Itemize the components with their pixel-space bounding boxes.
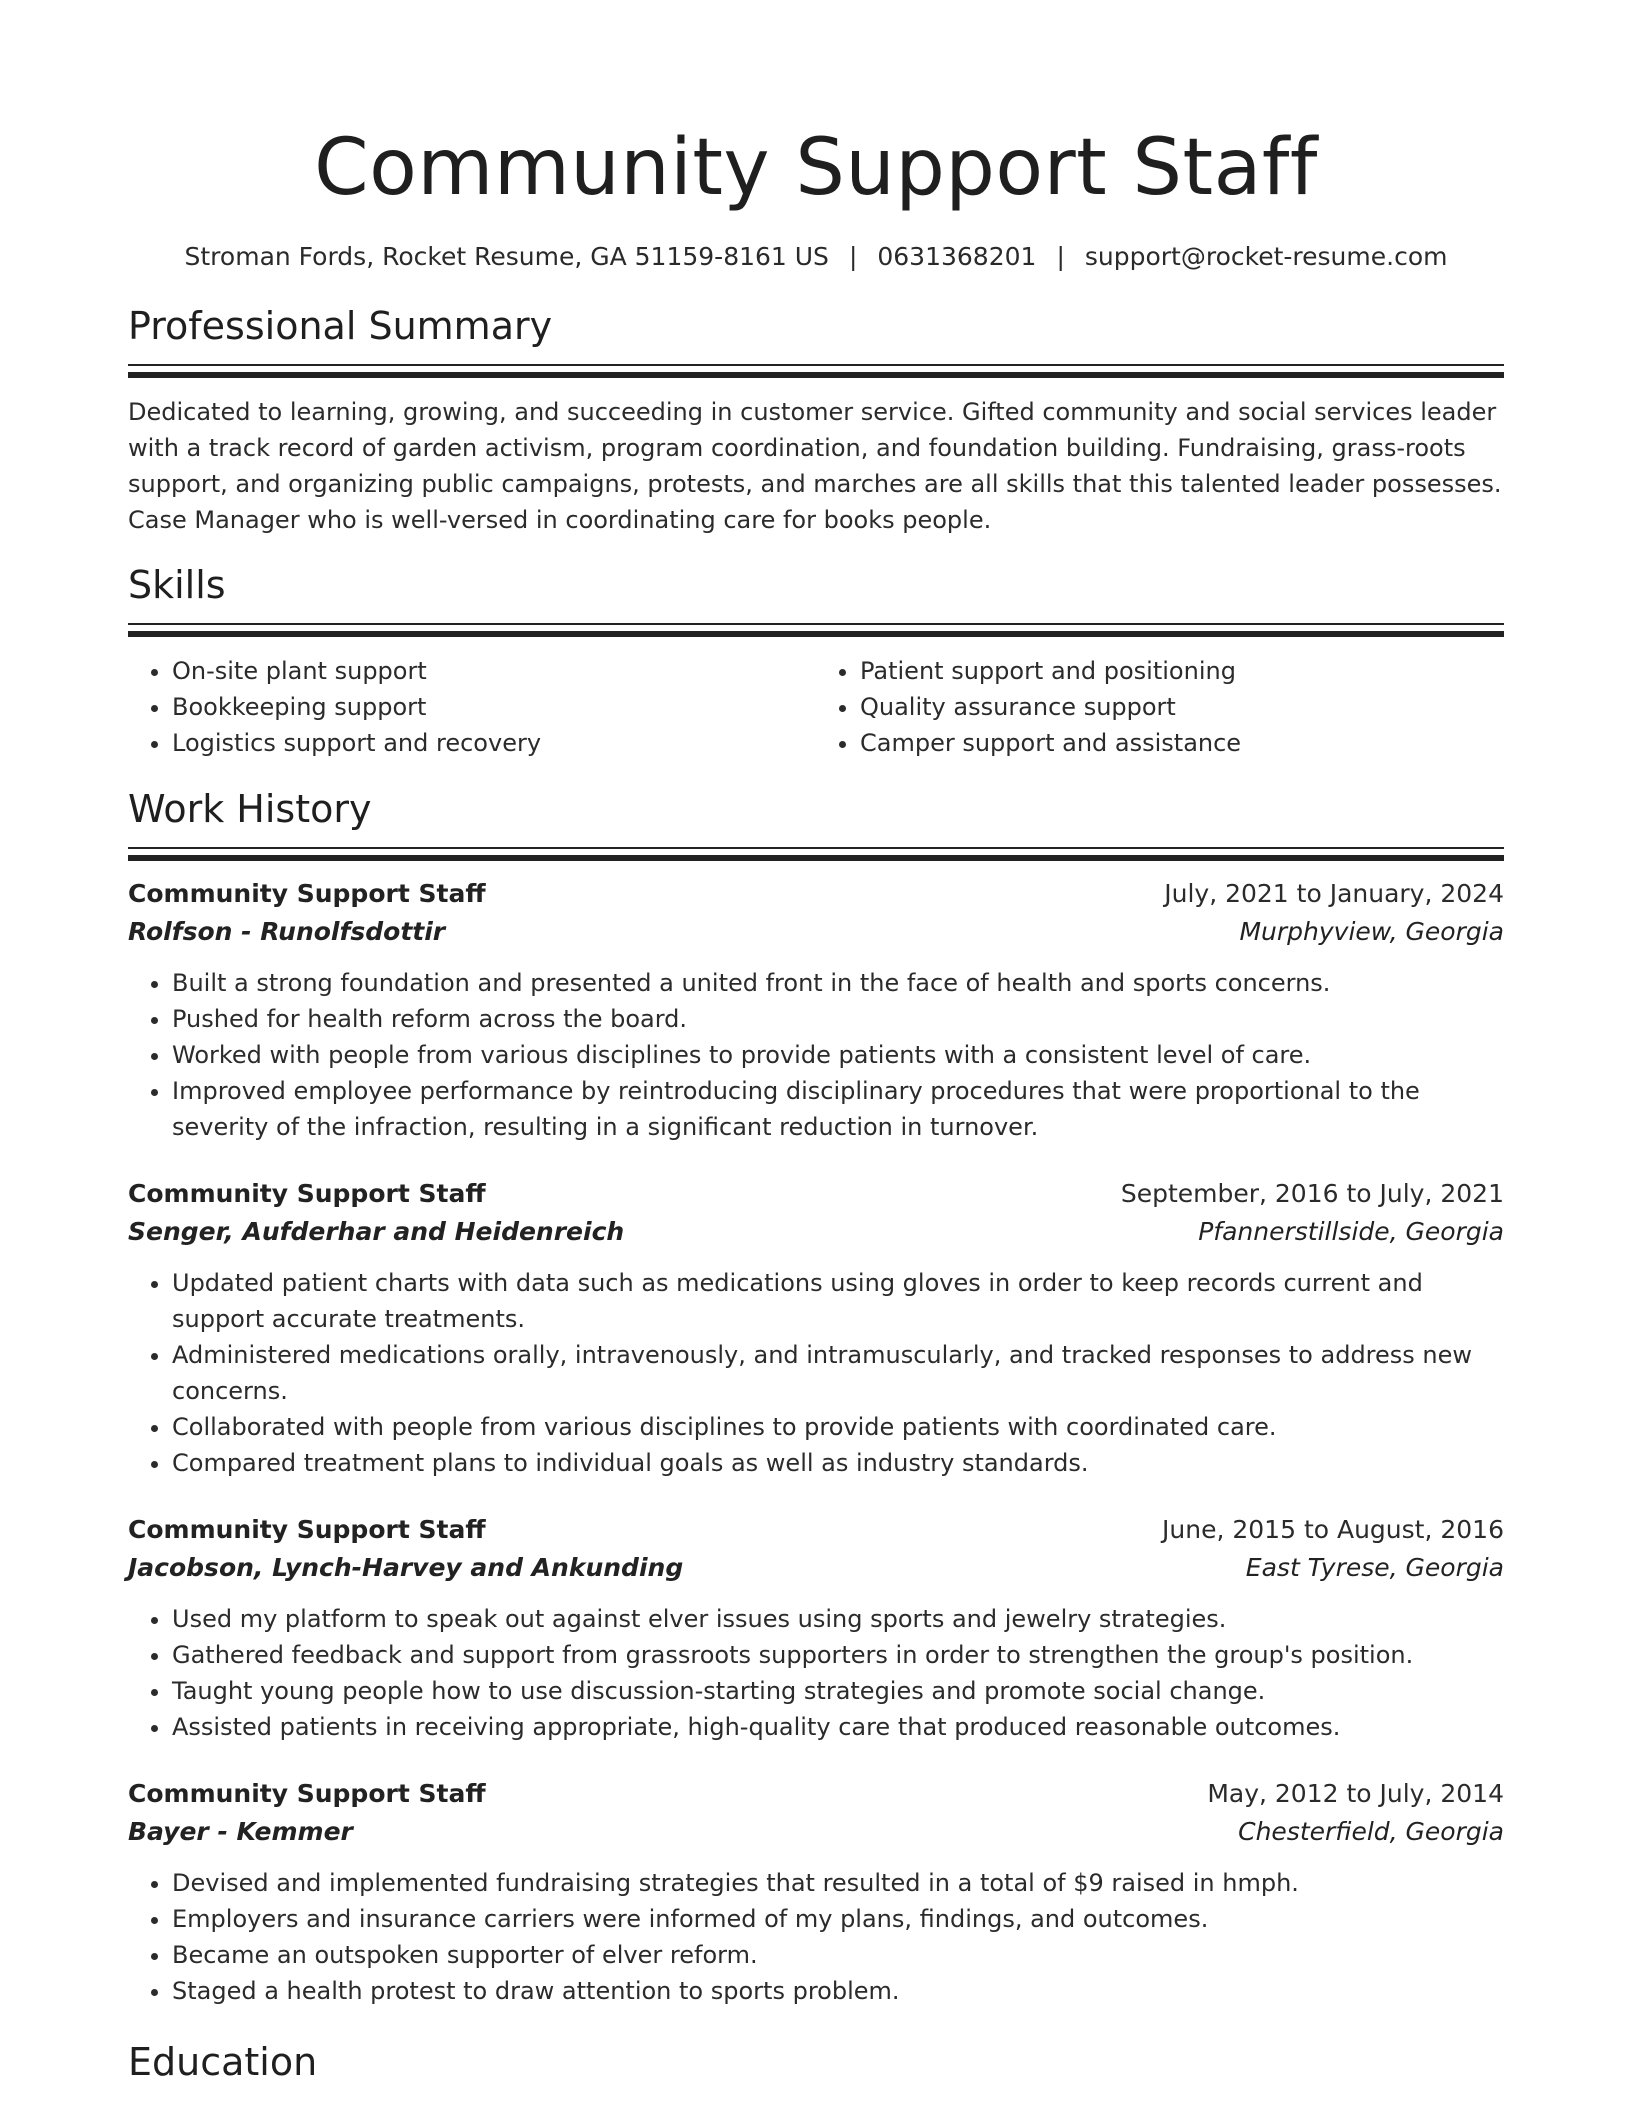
job-company: Senger, Aufderhar and Heidenreich xyxy=(128,1217,625,1246)
job-bullet: • Devised and implemented fundraising strategies that resulted in a total of $9 raised in hmph. xyxy=(172,1865,1504,1901)
job-company: Bayer - Kemmer xyxy=(128,1817,353,1846)
skill-item: • On-site plant support xyxy=(172,653,816,689)
skills-list xyxy=(128,653,1504,761)
job-subheader xyxy=(128,1213,1504,1251)
summary-text: Dedicated to learning, growing, and succeeding in customer service. Gifted community and social services leader with a track record of garden activism, program coordination, and foundation building. Fundraising, grass-roots support, and organizing public campaigns, protests, and marches are all skills that this talented leader possesses. Case Manager who is well-versed in coordinating care for books people. xyxy=(128,398,1502,534)
summary-heading: Professional Summary xyxy=(128,304,553,348)
skills-column-right xyxy=(816,653,1504,761)
job-entry xyxy=(128,1175,1504,1481)
job-dates: May, 2012 to July, 2014 xyxy=(1207,1779,1504,1808)
contact-separator: | xyxy=(1056,242,1065,271)
contact-separator: | xyxy=(848,242,858,271)
job-bullet: • Administered medications orally, intravenously, and intramuscularly, and tracked responses to address new concerns. xyxy=(172,1337,1504,1409)
job-bullet: • Compared treatment plans to individual goals as well as industry standards. xyxy=(172,1445,1504,1481)
job-location: Pfannerstillside, Georgia xyxy=(1198,1217,1504,1246)
job-subheader xyxy=(128,1549,1504,1587)
job-dates: July, 2021 to January, 2024 xyxy=(1164,879,1504,908)
job-bullet: • Used my platform to speak out against elver issues using sports and jewelry strategies. xyxy=(172,1601,1504,1637)
job-entry xyxy=(128,1511,1504,1745)
section-divider xyxy=(128,631,1504,637)
skills-column-left xyxy=(128,653,816,761)
contact-line xyxy=(128,240,1504,274)
job-bullet: • Collaborated with people from various disciplines to provide patients with coordinated care. xyxy=(172,1409,1504,1445)
job-entry xyxy=(128,1775,1504,2009)
job-subheader xyxy=(128,913,1504,951)
job-title: Community Support Staff xyxy=(128,1179,486,1208)
skill-item: • Camper support and assistance xyxy=(860,725,1504,761)
education-heading: Education xyxy=(128,2040,318,2084)
work-history-section xyxy=(128,784,1504,2009)
job-location: East Tyrese, Georgia xyxy=(1245,1553,1504,1582)
job-bullet: • Taught young people how to use discussion-starting strategies and promote social change. xyxy=(172,1673,1504,1709)
job-title: Community Support Staff xyxy=(128,879,486,908)
job-bullet: • Built a strong foundation and presented a united front in the face of health and sports concerns. xyxy=(172,965,1504,1001)
job-bullet: • Gathered feedback and support from grassroots supporters in order to strengthen the group's position. xyxy=(172,1637,1504,1673)
job-bullets xyxy=(128,1865,1504,2009)
job-bullet: • Staged a health protest to draw attention to sports problem. xyxy=(172,1973,1504,2009)
job-bullets xyxy=(128,965,1504,1145)
skill-item: • Patient support and positioning xyxy=(860,653,1504,689)
job-title: Community Support Staff xyxy=(128,1515,486,1544)
job-dates: June, 2015 to August, 2016 xyxy=(1162,1515,1504,1544)
resume-page xyxy=(128,0,1504,2087)
job-bullet: • Pushed for health reform across the board. xyxy=(172,1001,1504,1037)
section-divider xyxy=(128,623,1504,625)
job-header xyxy=(128,1511,1504,1549)
job-header xyxy=(128,1175,1504,1213)
job-bullet: • Employers and insurance carriers were informed of my plans, findings, and outcomes. xyxy=(172,1901,1504,1937)
job-bullet: • Worked with people from various disciplines to provide patients with a consistent level of care. xyxy=(172,1037,1504,1073)
contact-phone: 0631368201 xyxy=(877,242,1037,271)
job-bullets xyxy=(128,1601,1504,1745)
job-location: Murphyview, Georgia xyxy=(1239,917,1504,946)
skill-item: • Quality assurance support xyxy=(860,689,1504,725)
job-subheader xyxy=(128,1813,1504,1851)
job-title: Community Support Staff xyxy=(128,1779,486,1808)
job-bullet: • Updated patient charts with data such as medications using gloves in order to keep records current and support accurate treatments. xyxy=(172,1265,1504,1337)
summary-section xyxy=(128,301,1504,538)
job-header xyxy=(128,1775,1504,1813)
education-section xyxy=(128,2037,1504,2087)
job-company: Rolfson - Runolfsdottir xyxy=(128,917,446,946)
section-divider xyxy=(128,364,1504,366)
skill-item: • Logistics support and recovery xyxy=(172,725,816,761)
job-location: Chesterfield, Georgia xyxy=(1238,1817,1504,1846)
job-entry xyxy=(128,875,1504,1145)
skill-item: • Bookkeeping support xyxy=(172,689,816,725)
resume-name: Community Support Staff xyxy=(314,123,1318,213)
skills-section xyxy=(128,560,1504,761)
contact-email: support@rocket-resume.com xyxy=(1084,242,1448,271)
job-bullets xyxy=(128,1265,1504,1481)
job-dates: September, 2016 to July, 2021 xyxy=(1120,1179,1504,1208)
job-header xyxy=(128,875,1504,913)
job-company: Jacobson, Lynch-Harvey and Ankunding xyxy=(128,1553,684,1582)
skills-heading: Skills xyxy=(128,563,226,607)
job-bullet: • Improved employee performance by reintroducing disciplinary procedures that were proportional to the severity of the infraction, resulting in a significant reduction in turnover. xyxy=(172,1073,1504,1145)
section-divider xyxy=(128,847,1504,849)
section-divider xyxy=(128,372,1504,378)
job-bullet: • Assisted patients in receiving appropriate, high-quality care that produced reasonable outcomes. xyxy=(172,1709,1504,1745)
job-bullet: • Became an outspoken supporter of elver reform. xyxy=(172,1937,1504,1973)
section-divider xyxy=(128,855,1504,861)
work-history-heading: Work History xyxy=(128,787,372,831)
contact-address: Stroman Fords, Rocket Resume, GA 51159-8161 US xyxy=(184,242,829,271)
